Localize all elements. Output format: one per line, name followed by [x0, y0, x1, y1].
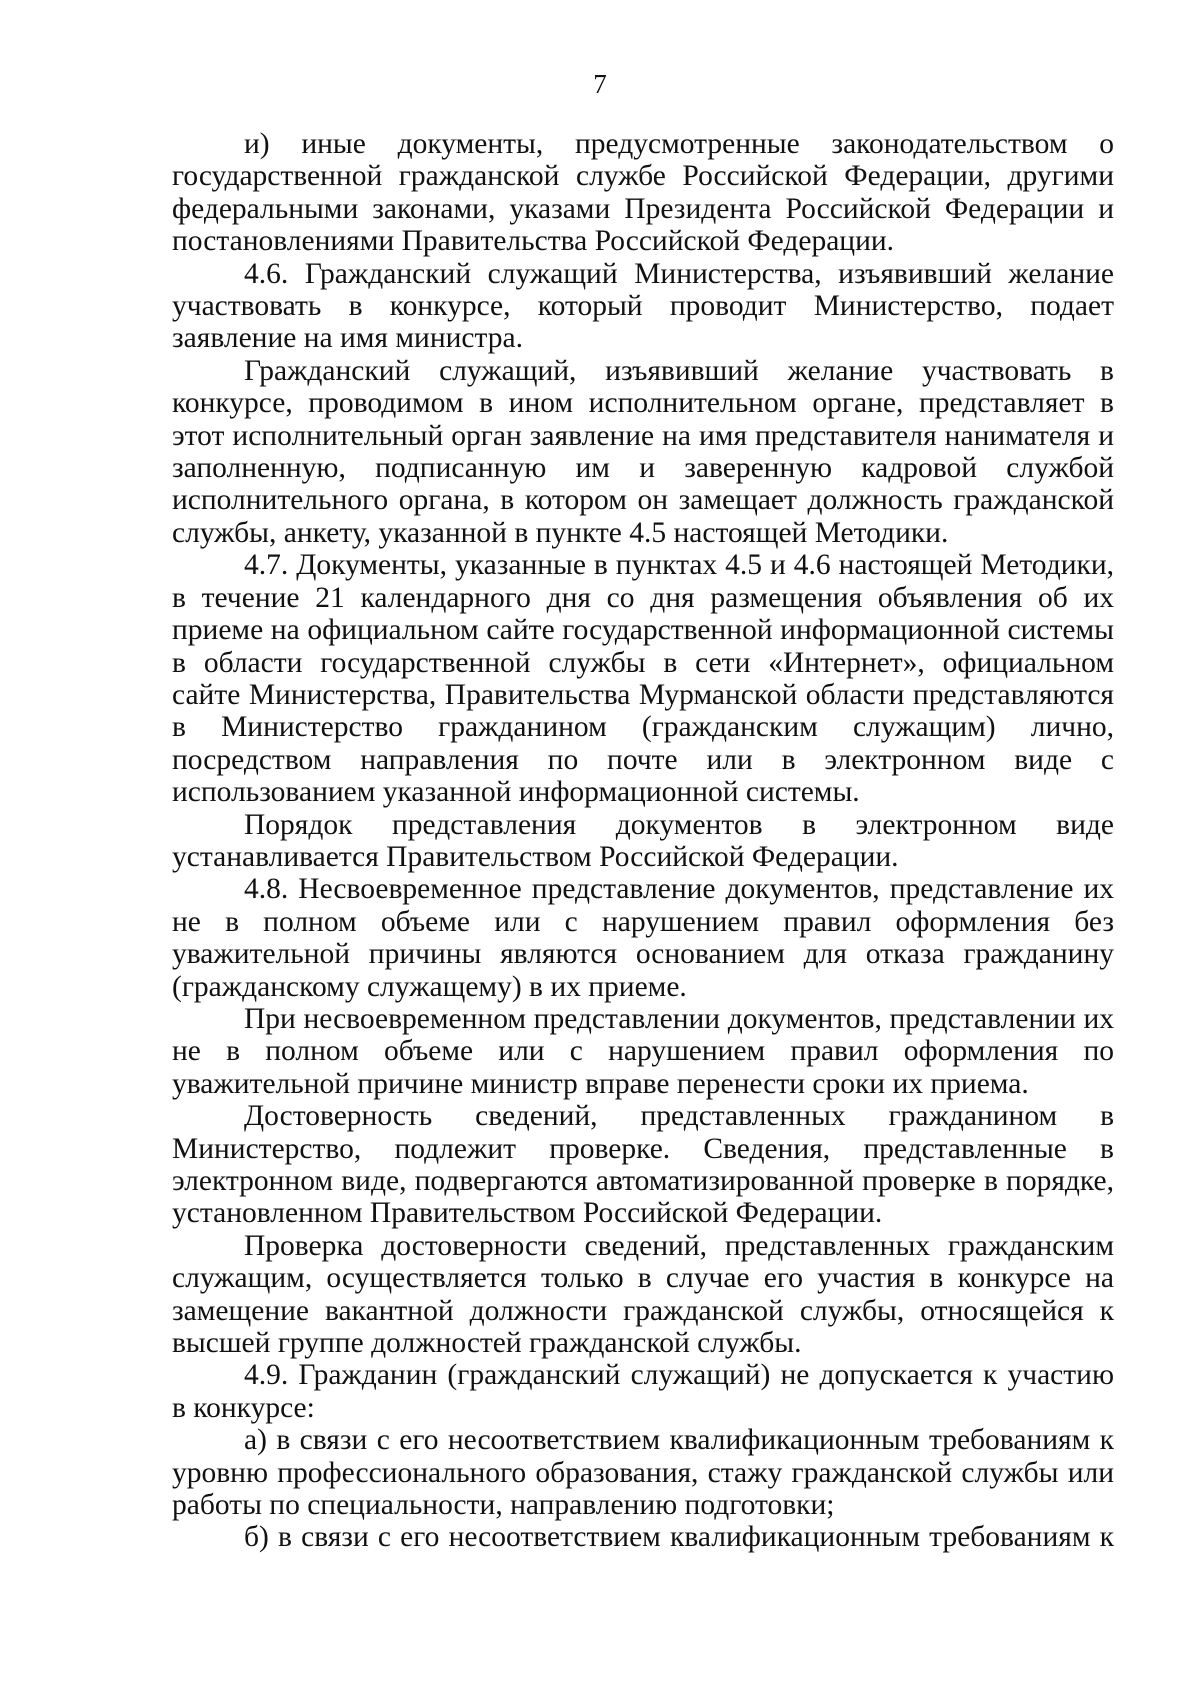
paragraph-4-9: 4.9. Гражданин (гражданский служащий) не допускается к участию в конкурсе: — [172, 1359, 1114, 1424]
document-body — [172, 128, 1114, 1554]
paragraph-reliability-check: Достоверность сведений, представленных гражданином в Министерство, подлежит проверке. Сведения, представленные в электронном виде, подвергаются автоматизированной проверке в порядке, установленном Правительством Российской Федерации. — [172, 1100, 1114, 1230]
paragraph-4-8: 4.8. Несвоевременное представление документов, представление их не в полном объеме или с нарушением правил оформления без уважительной причины являются основанием для отказа гражданину (гражданскому служащему) в их приеме. — [172, 873, 1114, 1003]
paragraph-4-6: 4.6. Гражданский служащий Министерства, изъявивший желание участвовать в конкурсе, который проводит Министерство, подает заявление на имя министра. — [172, 257, 1114, 355]
paragraph-electronic-submission-order: Порядок представления документов в электронном виде устанавливается Правительством Российской Федерации. — [172, 808, 1114, 873]
paragraph-late-submission-valid-reason: При несвоевременном представлении документов, представлении их не в полном объеме или с нарушением правил оформления по уважительной причине министр вправе перенести сроки их приема. — [172, 1002, 1114, 1100]
paragraph-civil-servant-other-body: Гражданский служащий, изъявивший желание участвовать в конкурсе, проводимом в ином исполнительном органе, представляет в этот исполнительный орган заявление на имя представителя нанимателя и заполненную, подписанную им и заверенную кадровой службой исполнительного органа, в котором он замещает должность гражданской службы, анкету, указанной в пункте 4.5 настоящей Методики. — [172, 354, 1114, 549]
paragraph-item-i: и) иные документы, предусмотренные законодательством о государственной гражданской службе Российской Федерации, другими федеральными законами, указами Президента Российской Федерации и постановлениями Правительства Российской Федерации. — [172, 128, 1114, 258]
paragraph-item-a: а) в связи с его несоответствием квалификационным требованиям к уровню профессионального образования, стажу гражданской службы или работы по специальности, направлению подготовки; — [172, 1424, 1114, 1522]
paragraph-reliability-check-civil-servant: Проверка достоверности сведений, представленных гражданским служащим, осуществляется только в случае его участия в конкурсе на замещение вакантной должности гражданской службы, относящейся к высшей группе должностей гражданской службы. — [172, 1229, 1114, 1360]
paragraph-4-7: 4.7. Документы, указанные в пунктах 4.5 и 4.6 настоящей Методики, в течение 21 календарного дня со дня размещения объявления об их приеме на официальном сайте государственной информационной системы в области государственной службы в сети «Интернет», официальном сайте Министерства, Правительства Мурманской области представляются в Министерство гражданином (гражданским служащим) лично, посредством направления по почте или в электронном виде с использованием указанной информационной системы. — [172, 549, 1114, 809]
paragraph-item-b: б) в связи с его несоответствием квалификационным требованиям к — [244, 1521, 1114, 1554]
page-number: 7 — [593, 69, 607, 99]
